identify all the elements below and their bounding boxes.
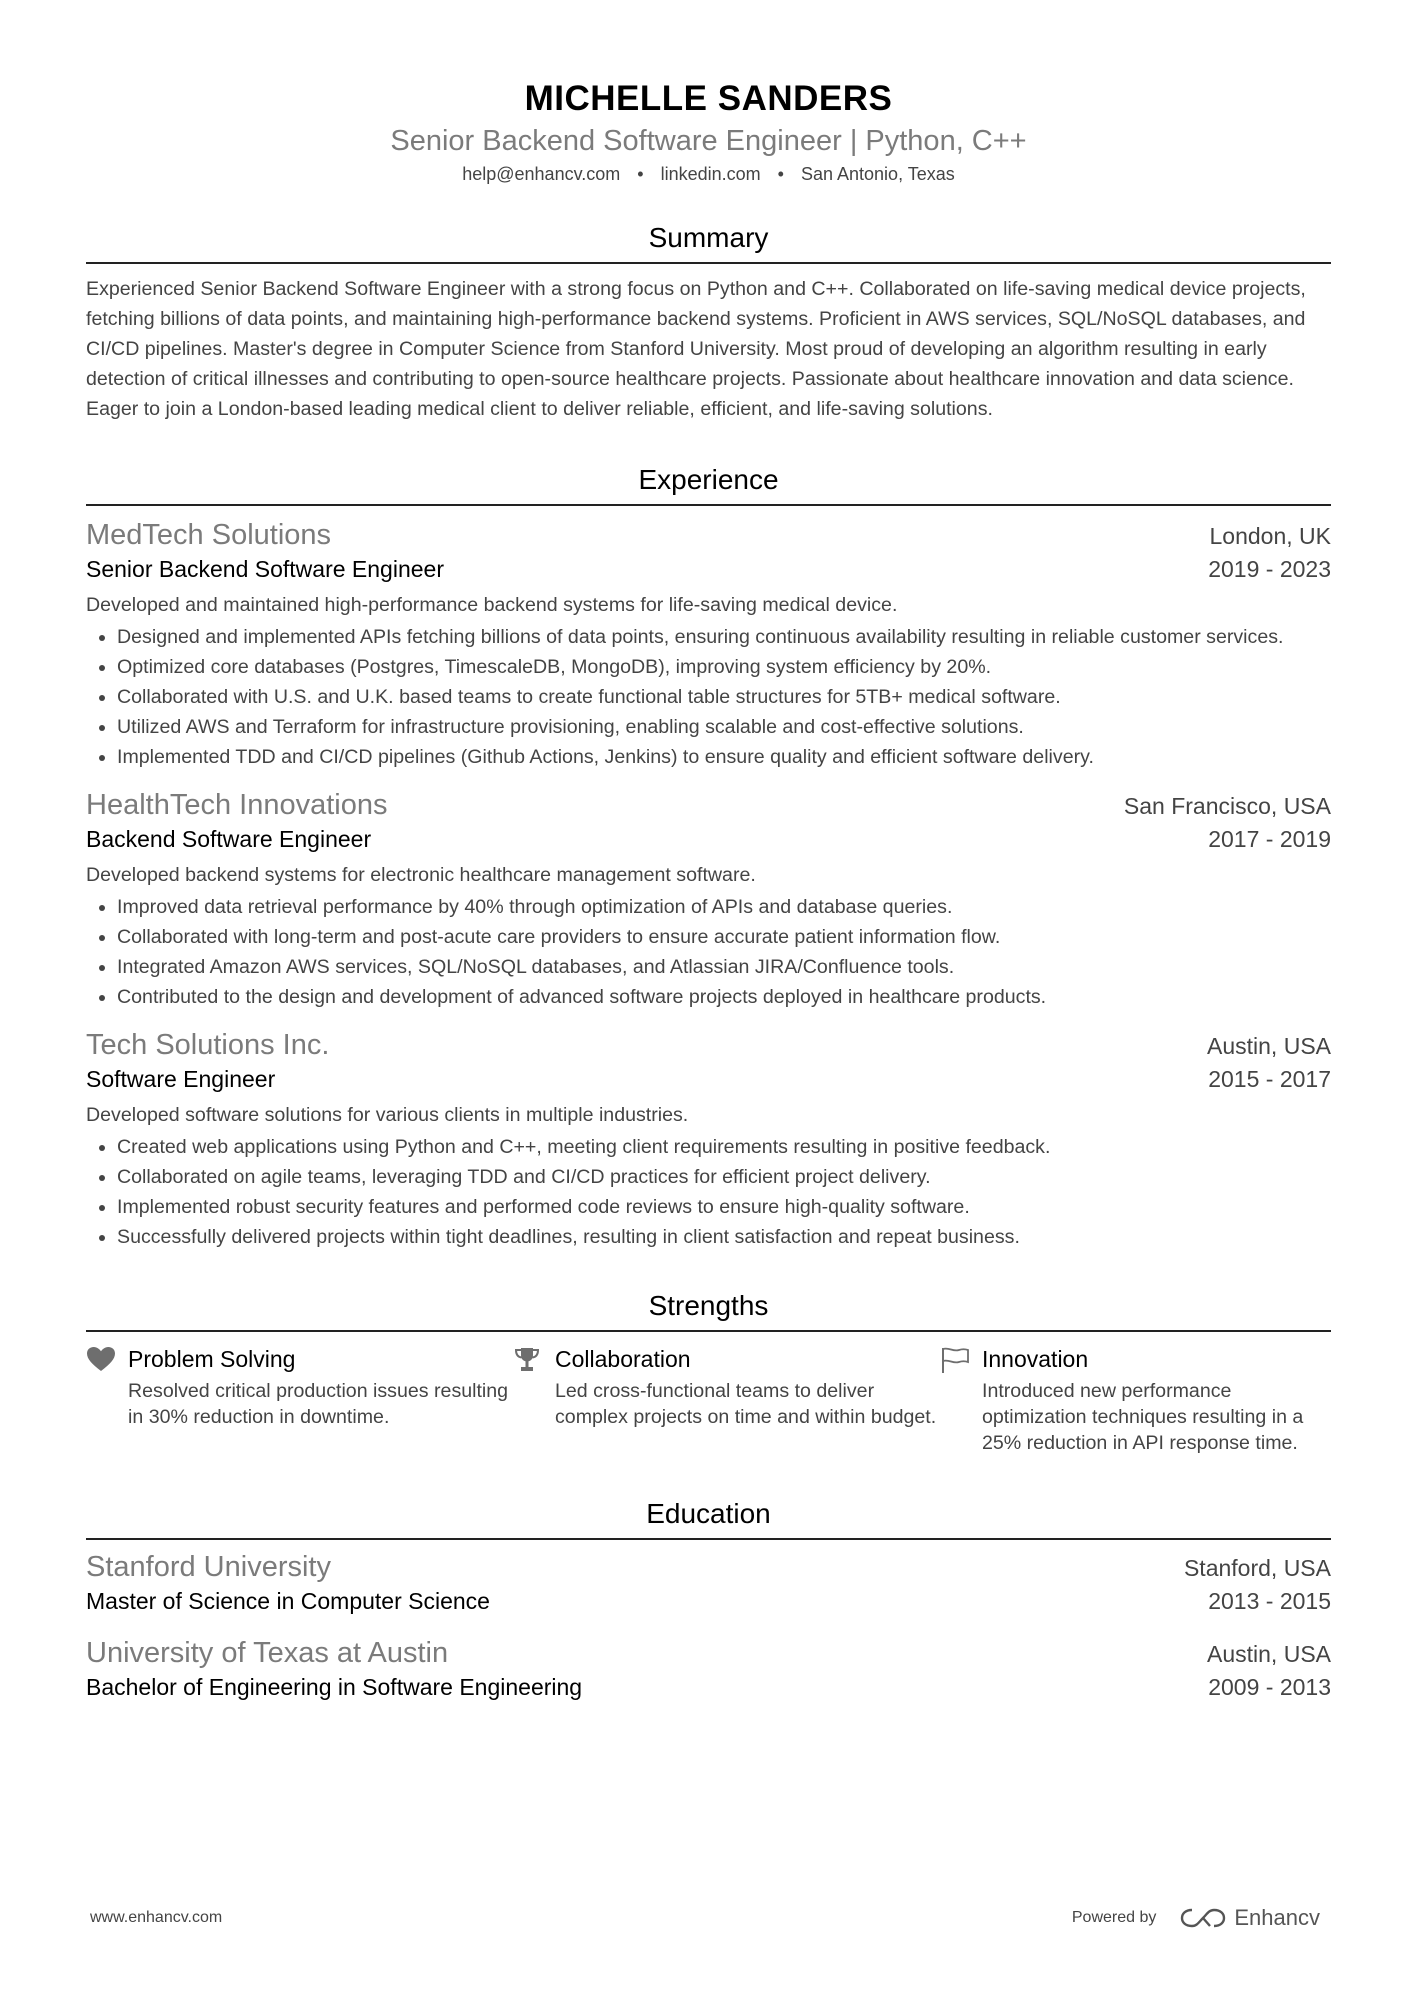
list-item: • Improved data retrieval performance by 40% through optimization of APIs and database queries. xyxy=(117,892,1331,922)
summary-text: Experienced Senior Backend Software Engineer with a strong focus on Python and C++. Collaborated on life-saving medical device projects, fetching billions of data points, and maintaining high-performance backend systems. Proficient in AWS services, SQL/NoSQL databases, and CI/CD pipelines. Master's degree in Computer Science from Stanford University. Most proud of developing an algorithm resulting in early detection of critical illnesses and contributing to open-source healthcare projects. Passionate about healthcare innovation and data science. Eager to join a London-based leading medical client to deliver reliable, efficient, and life-saving solutions. xyxy=(86,278,1306,420)
job-location: London, UK xyxy=(1209,523,1331,549)
list-item: • Implemented TDD and CI/CD pipelines (Github Actions, Jenkins) to ensure quality and efficient software delivery. xyxy=(117,742,1331,772)
degree-name: Bachelor of Engineering in Software Engineering xyxy=(86,1674,583,1700)
location-text: San Antonio, Texas xyxy=(800,164,955,184)
job-role: Backend Software Engineer xyxy=(86,826,372,852)
job-location: Austin, USA xyxy=(1207,1033,1331,1059)
job-dates: 2015 - 2017 xyxy=(1208,1066,1331,1092)
website-link[interactable]: www.enhancv.com xyxy=(90,1909,223,1926)
job-dates: 2019 - 2023 xyxy=(1208,556,1331,582)
linkedin-link[interactable]: linkedin.com xyxy=(660,164,761,184)
job-description: Developed and maintained high-performance backend systems for life-saving medical device. xyxy=(86,594,898,616)
resume-page xyxy=(86,0,1331,1702)
enhancv-logo[interactable] xyxy=(1180,1905,1320,1931)
list-item: • Collaborated on agile teams, leveraging TDD and CI/CD practices for efficient project delivery. xyxy=(117,1162,1331,1192)
job-bullets xyxy=(86,1132,1331,1252)
strength-title: Problem Solving xyxy=(128,1346,296,1372)
job-entry xyxy=(86,1026,1331,1252)
page-footer xyxy=(90,1905,1320,1931)
experience-section xyxy=(86,462,1331,1252)
section-title: Summary xyxy=(86,220,1331,264)
list-item: • Created web applications using Python and C++, meeting client requirements resulting in positive feedback. xyxy=(117,1132,1331,1162)
separator-dot: • xyxy=(777,164,784,184)
section-title: Strengths xyxy=(86,1288,1331,1332)
powered-by xyxy=(1072,1905,1320,1931)
strength-title: Innovation xyxy=(982,1346,1089,1372)
flag-icon xyxy=(940,1344,982,1456)
job-entry xyxy=(86,786,1331,1012)
list-item: • Successfully delivered projects within tight deadlines, resulting in client satisfaction and repeat business. xyxy=(117,1222,1331,1252)
list-item: • Optimized core databases (Postgres, TimescaleDB, MongoDB), improving system efficiency by 20%. xyxy=(117,652,1331,682)
trophy-icon xyxy=(513,1344,555,1456)
job-role: Senior Backend Software Engineer xyxy=(86,556,444,582)
list-item: • Contributed to the design and development of advanced software projects deployed in healthcare products. xyxy=(117,982,1331,1012)
company-name: MedTech Solutions xyxy=(86,519,332,551)
job-description: Developed software solutions for various clients in multiple industries. xyxy=(86,1104,689,1126)
enhancv-logo-icon xyxy=(1180,1906,1226,1930)
job-dates: 2017 - 2019 xyxy=(1208,826,1331,852)
email-link[interactable]: help@enhancv.com xyxy=(462,164,621,184)
powered-by-label: Powered by xyxy=(1071,1909,1157,1926)
brand-name: Enhancv xyxy=(1234,1905,1320,1930)
strength-item xyxy=(513,1344,940,1456)
job-description: Developed backend systems for electronic healthcare management software. xyxy=(86,864,756,886)
school-name: Stanford University xyxy=(86,1551,331,1583)
summary-section xyxy=(86,220,1331,424)
candidate-title: Senior Backend Software Engineer | Python, C++ xyxy=(390,125,1027,157)
strengths-section xyxy=(86,1288,1331,1456)
education-entry xyxy=(86,1548,1331,1616)
job-bullets xyxy=(86,622,1331,772)
list-item: • Collaborated with U.S. and U.K. based teams to create functional table structures for 5TB+ medical software. xyxy=(117,682,1331,712)
job-bullets xyxy=(86,892,1331,1012)
strength-item xyxy=(86,1344,513,1456)
list-item: • Utilized AWS and Terraform for infrastructure provisioning, enabling scalable and cost-effective solutions. xyxy=(117,712,1331,742)
education-section xyxy=(86,1496,1331,1702)
education-dates: 2013 - 2015 xyxy=(1208,1588,1331,1614)
candidate-name: MICHELLE SANDERS xyxy=(524,79,893,118)
education-entry xyxy=(86,1634,1331,1702)
strength-description: Introduced new performance optimization techniques resulting in a 25% reduction in API response time. xyxy=(982,1380,1304,1454)
education-dates: 2009 - 2013 xyxy=(1208,1674,1331,1700)
school-location: Stanford, USA xyxy=(1183,1555,1331,1581)
contact-line xyxy=(86,162,1331,186)
list-item: • Implemented robust security features and performed code reviews to ensure high-quality software. xyxy=(117,1192,1331,1222)
job-role: Software Engineer xyxy=(86,1066,276,1092)
company-name: HealthTech Innovations xyxy=(86,789,388,821)
list-item: • Integrated Amazon AWS services, SQL/NoSQL databases, and Atlassian JIRA/Confluence tools. xyxy=(117,952,1331,982)
strength-item xyxy=(940,1344,1331,1456)
school-name: University of Texas at Austin xyxy=(86,1637,449,1669)
section-title: Education xyxy=(86,1496,1331,1540)
list-item: • Collaborated with long-term and post-acute care providers to ensure accurate patient information flow. xyxy=(117,922,1331,952)
heart-icon xyxy=(86,1344,128,1456)
section-title: Experience xyxy=(86,462,1331,506)
separator-dot: • xyxy=(637,164,644,184)
company-name: Tech Solutions Inc. xyxy=(86,1029,330,1061)
strength-description: Led cross-functional teams to deliver complex projects on time and within budget. xyxy=(555,1380,937,1428)
strength-description: Resolved critical production issues resulting in 30% reduction in downtime. xyxy=(128,1380,509,1428)
strengths-grid xyxy=(86,1344,1331,1456)
list-item: • Designed and implemented APIs fetching billions of data points, ensuring continuous availability resulting in reliable customer services. xyxy=(117,622,1331,652)
degree-name: Master of Science in Computer Science xyxy=(86,1588,490,1614)
job-location: San Francisco, USA xyxy=(1123,793,1331,819)
school-location: Austin, USA xyxy=(1207,1641,1331,1667)
job-entry xyxy=(86,516,1331,772)
resume-header xyxy=(86,0,1331,186)
strength-title: Collaboration xyxy=(555,1346,691,1372)
